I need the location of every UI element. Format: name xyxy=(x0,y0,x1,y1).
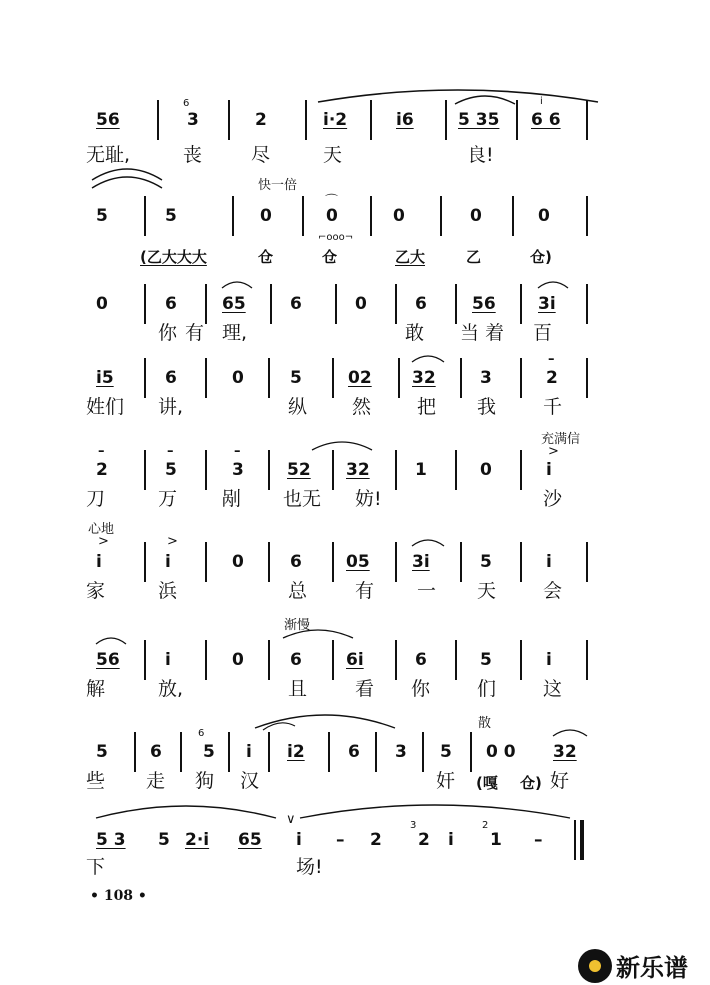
lyric: 剐 xyxy=(222,488,242,510)
barline xyxy=(205,358,207,398)
final-barline xyxy=(580,820,584,860)
barline xyxy=(586,542,588,582)
slur xyxy=(92,172,162,192)
logo xyxy=(578,948,688,983)
barline xyxy=(205,640,207,680)
accent-mark: > xyxy=(167,534,178,549)
lyric: 家 xyxy=(86,580,106,602)
barline xyxy=(144,640,146,680)
barline xyxy=(268,358,270,398)
note: 6 xyxy=(165,368,177,388)
lyric: 天 xyxy=(477,580,497,602)
note: 5 xyxy=(96,742,108,762)
barline xyxy=(398,358,400,398)
note: 1 xyxy=(490,830,502,850)
barline xyxy=(445,100,447,140)
lyric: 理, xyxy=(222,322,248,344)
barline xyxy=(395,542,397,582)
slur xyxy=(255,710,395,730)
note: 5 xyxy=(96,206,108,226)
note: 6 xyxy=(348,742,360,762)
barline xyxy=(157,100,159,140)
lyric: 有 xyxy=(355,580,375,602)
slur xyxy=(412,538,444,548)
note: 6 xyxy=(415,650,427,670)
barline xyxy=(370,100,372,140)
barline xyxy=(460,542,462,582)
lyric: 尽 xyxy=(251,144,271,166)
barline xyxy=(375,732,377,772)
lyric: 刀 xyxy=(86,488,106,510)
note: 0 xyxy=(96,294,108,314)
accent-mark: > xyxy=(98,534,109,549)
barline xyxy=(332,640,334,680)
lyric: 万 xyxy=(158,488,178,510)
note-group: 65 xyxy=(222,294,246,314)
barline xyxy=(470,732,472,772)
barline xyxy=(268,732,270,772)
lyric: 然 xyxy=(352,396,372,418)
lyric: 会 xyxy=(543,580,563,602)
lyric: 当着 xyxy=(460,322,511,344)
percussion-text: 乙 xyxy=(466,248,482,266)
percussion-text: (嘎 xyxy=(476,774,498,792)
page-number: • 108 • xyxy=(90,888,147,904)
barline xyxy=(516,100,518,140)
note: 6 xyxy=(290,650,302,670)
note-group: i2 xyxy=(287,742,305,762)
note: 5 xyxy=(480,650,492,670)
barline xyxy=(335,284,337,324)
percussion-text: 仓 xyxy=(322,248,338,266)
note-group: i6 xyxy=(396,110,414,130)
note: 2 xyxy=(370,830,382,850)
lyric: 讲, xyxy=(158,396,184,418)
note: 5 xyxy=(165,460,177,480)
lyric: 走 xyxy=(146,770,166,792)
barline xyxy=(332,450,334,490)
note-group: 3i xyxy=(412,552,430,572)
slur xyxy=(412,354,444,364)
percussion-text: (乙大大大 xyxy=(140,248,207,266)
lyric: 解 xyxy=(86,678,106,700)
slur xyxy=(553,728,587,738)
note: 0 xyxy=(355,294,367,314)
logo-text: 新乐谱 xyxy=(616,954,688,982)
accent-mark: > xyxy=(548,444,559,459)
note-group: i5 xyxy=(96,368,114,388)
note: 0 xyxy=(480,460,492,480)
note-group: 65 xyxy=(238,830,262,850)
lyric: 也无 xyxy=(283,488,322,510)
note: 5 xyxy=(158,830,170,850)
note-group: 2 xyxy=(255,110,267,130)
note: 5 xyxy=(203,742,215,762)
slur xyxy=(283,626,353,640)
note: 0 xyxy=(538,206,550,226)
note: i xyxy=(546,552,552,572)
barline xyxy=(422,732,424,772)
lyric: 丧 xyxy=(183,144,203,166)
note: 0 xyxy=(232,650,244,670)
barline xyxy=(520,640,522,680)
barline xyxy=(455,450,457,490)
lyric: 我 xyxy=(477,396,497,418)
note: i xyxy=(296,830,302,850)
barline xyxy=(455,284,457,324)
barline xyxy=(305,100,307,140)
lyric: 良! xyxy=(467,144,494,166)
lyric: 狗 xyxy=(195,770,215,792)
note-group: 2·i xyxy=(185,830,210,850)
barline xyxy=(370,196,372,236)
note: 5 xyxy=(165,206,177,226)
lyric: 们 xyxy=(477,678,497,700)
note: 6 xyxy=(165,294,177,314)
note: i xyxy=(246,742,252,762)
barline xyxy=(455,640,457,680)
lyric: 你 xyxy=(411,678,431,700)
lyric: 放, xyxy=(158,678,184,700)
note-group: 3 xyxy=(187,110,199,130)
barline xyxy=(144,542,146,582)
grace-note: i xyxy=(540,96,543,107)
note: 0 xyxy=(260,206,272,226)
note: 3 xyxy=(232,460,244,480)
slur xyxy=(96,636,126,646)
note: i xyxy=(96,552,102,572)
note: 2 xyxy=(546,368,558,388)
lyric: 浜 xyxy=(158,580,178,602)
barline xyxy=(232,196,234,236)
barline xyxy=(574,820,576,860)
note: 3 xyxy=(395,742,407,762)
note-group: 32 xyxy=(346,460,370,480)
grace-note: 6 xyxy=(183,98,190,109)
expression-marking: 心地 xyxy=(88,522,115,537)
lyric: 无耻, xyxy=(86,144,131,166)
barline xyxy=(180,732,182,772)
lyric: 奸 xyxy=(436,770,456,792)
dash: – xyxy=(534,830,543,850)
note: 0 xyxy=(393,206,405,226)
barline xyxy=(440,196,442,236)
barline xyxy=(520,284,522,324)
barline xyxy=(144,196,146,236)
lyric: 百 xyxy=(533,322,553,344)
note-group: 6 6 xyxy=(531,110,561,130)
barline xyxy=(205,284,207,324)
note-group: i·2 xyxy=(323,110,348,130)
barline xyxy=(395,640,397,680)
slur xyxy=(455,92,515,106)
percussion-text: 仓) xyxy=(520,774,542,792)
barline xyxy=(328,732,330,772)
barline xyxy=(520,358,522,398)
slur xyxy=(222,280,252,290)
tempo-marking: 快一倍 xyxy=(258,178,298,193)
note: 0 xyxy=(326,206,338,226)
note: 6 xyxy=(290,294,302,314)
fermata: ⌒ xyxy=(325,194,339,209)
slur xyxy=(96,802,276,822)
lyric: 些 xyxy=(86,770,106,792)
vinyl-record-icon xyxy=(578,949,612,983)
lyric: 天 xyxy=(323,144,343,166)
note: 6 xyxy=(150,742,162,762)
note: i xyxy=(546,460,552,480)
lyric: 一 xyxy=(417,580,437,602)
slur xyxy=(538,280,568,290)
barline xyxy=(586,196,588,236)
lyric: 妨! xyxy=(355,488,382,510)
lyric: 敢 xyxy=(405,322,425,344)
barline xyxy=(144,358,146,398)
lyric: 场! xyxy=(296,856,323,878)
note: 2 xyxy=(96,460,108,480)
lyric: 沙 xyxy=(543,488,563,510)
barline xyxy=(520,542,522,582)
grace-note: 6 xyxy=(198,728,205,739)
barline xyxy=(228,732,230,772)
barline xyxy=(586,100,588,140)
note-group: 02 xyxy=(348,368,372,388)
lyric: 千 xyxy=(543,396,563,418)
note: 0 xyxy=(232,368,244,388)
barline xyxy=(586,640,588,680)
barline xyxy=(144,284,146,324)
note: 6 xyxy=(415,294,427,314)
percussion-text: 仓 xyxy=(258,248,274,266)
barline xyxy=(205,450,207,490)
barline xyxy=(205,542,207,582)
note-group: 56 xyxy=(472,294,496,314)
note: 0 xyxy=(232,552,244,572)
note-group: 32 xyxy=(553,742,577,762)
lyric: 把 xyxy=(417,396,437,418)
barline xyxy=(395,450,397,490)
barline xyxy=(268,542,270,582)
barline xyxy=(228,100,230,140)
percussion-text: 仓) xyxy=(530,248,552,266)
grace-note: 3 xyxy=(410,820,417,831)
note: 1 xyxy=(415,460,427,480)
note: i xyxy=(448,830,454,850)
barline xyxy=(395,284,397,324)
tempo-marking: 散 xyxy=(478,716,492,731)
barline xyxy=(520,450,522,490)
expression-marking: 充满信 xyxy=(541,432,581,447)
barline xyxy=(586,284,588,324)
barline xyxy=(270,284,272,324)
lyric: 纵 xyxy=(288,396,308,418)
lyric: 且 xyxy=(288,678,308,700)
note: i xyxy=(546,650,552,670)
barline xyxy=(460,358,462,398)
note: i xyxy=(165,650,171,670)
note-group: 5 3 xyxy=(96,830,126,850)
accent-line: – xyxy=(167,444,174,459)
lyric: 汉 xyxy=(240,770,260,792)
barline xyxy=(144,450,146,490)
breath-mark: ∨ xyxy=(286,812,296,827)
note: 5 xyxy=(480,552,492,572)
slur xyxy=(312,438,372,452)
barline xyxy=(332,358,334,398)
note: 2 xyxy=(418,830,430,850)
barline xyxy=(268,450,270,490)
note-group: 56 xyxy=(96,110,120,130)
accent-line: – xyxy=(234,444,241,459)
barline xyxy=(586,358,588,398)
note-group: 6i xyxy=(346,650,364,670)
barline xyxy=(302,196,304,236)
rest-group: 0 0 xyxy=(486,742,516,762)
accent-line: – xyxy=(548,352,555,367)
note-group: 56 xyxy=(96,650,120,670)
tempo-marking: 渐慢 xyxy=(284,618,311,633)
note-group: 3i xyxy=(538,294,556,314)
lyric: 下 xyxy=(86,856,106,878)
lyric: 这 xyxy=(543,678,563,700)
lyric: 有 xyxy=(185,322,205,344)
note: 6 xyxy=(290,552,302,572)
percussion-text: 乙大 xyxy=(395,248,426,266)
lyric: 总 xyxy=(288,580,308,602)
barline xyxy=(512,196,514,236)
barline xyxy=(134,732,136,772)
barline xyxy=(268,640,270,680)
dash: – xyxy=(336,830,345,850)
lyric: 好 xyxy=(550,770,570,792)
note: 5 xyxy=(290,368,302,388)
note: 3 xyxy=(480,368,492,388)
barline xyxy=(332,542,334,582)
lyric: 你 xyxy=(158,322,178,344)
note: i xyxy=(165,552,171,572)
note: 5 xyxy=(440,742,452,762)
accent-line: – xyxy=(98,444,105,459)
grace-note: 2 xyxy=(482,820,489,831)
slur xyxy=(300,802,570,822)
note-group: 32 xyxy=(412,368,436,388)
note-group: 52 xyxy=(287,460,311,480)
lyric: 看 xyxy=(355,678,375,700)
note: 0 xyxy=(470,206,482,226)
ornament: ⌐ooo¬ xyxy=(318,232,354,243)
note-group: 05 xyxy=(346,552,370,572)
note-group: 5 35 xyxy=(458,110,500,130)
lyric: 姓们 xyxy=(86,396,125,418)
